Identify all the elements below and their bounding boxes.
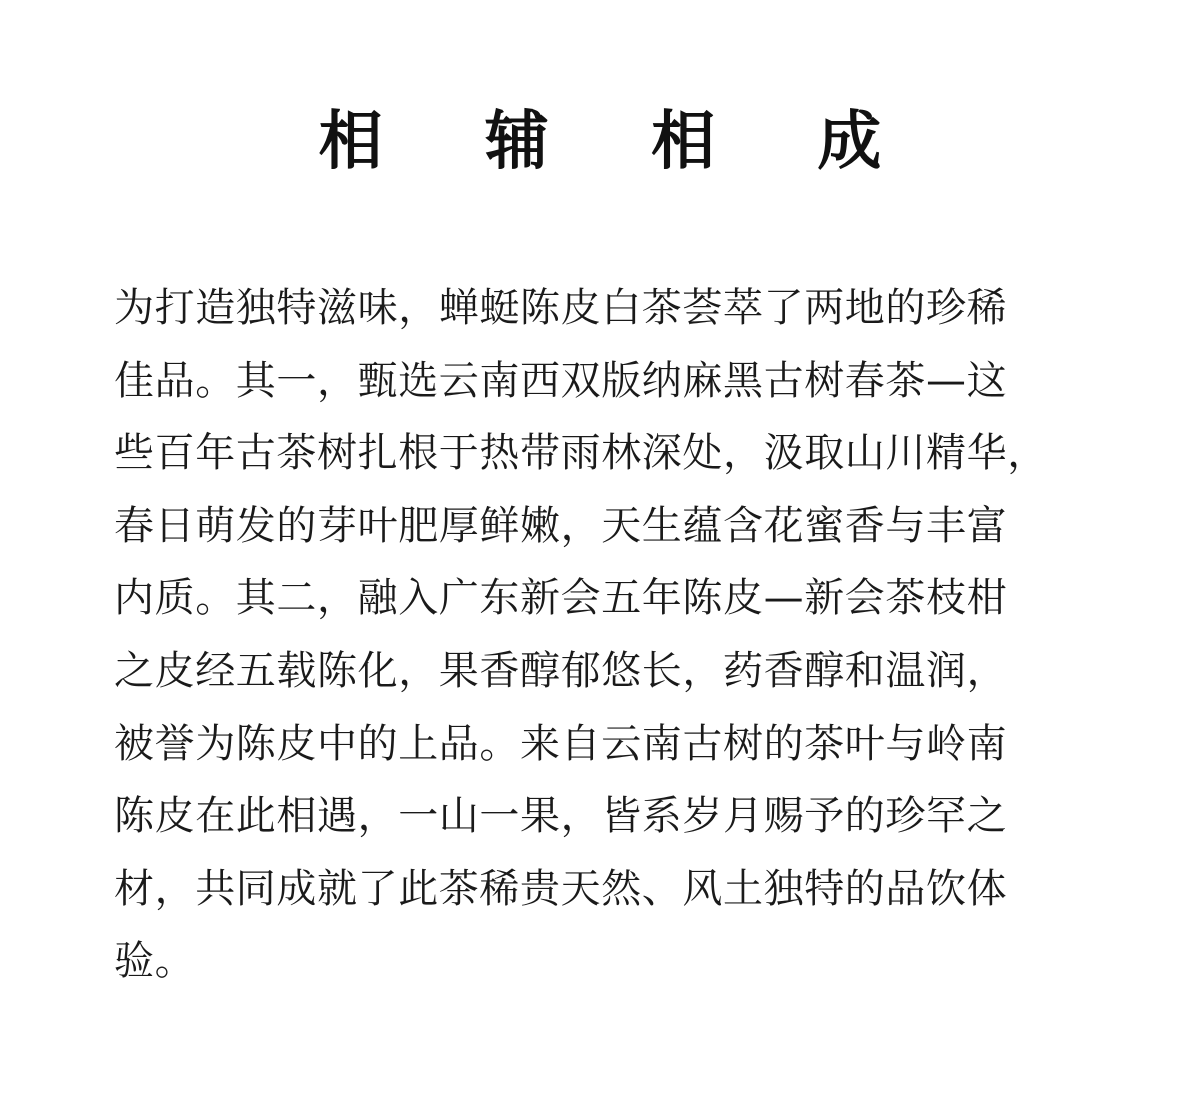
paragraph-line: 内质。其二，融入广东新会五年陈皮—新会茶枝柑 <box>114 575 1008 622</box>
body-paragraph <box>114 272 1098 998</box>
paragraph-line: 春日萌发的芽叶肥厚鲜嫩，天生蕴含花蜜香与丰富 <box>114 502 1008 549</box>
paragraph-line: 材，共同成就了此茶稀贵天然、风土独特的品饮体 <box>114 865 1008 912</box>
paragraph-line: 陈皮在此相遇，一山一果，皆系岁月赐予的珍罕之 <box>114 793 1008 840</box>
paragraph-line: 被誉为陈皮中的上品。来自云南古树的茶叶与岭南 <box>114 720 1008 767</box>
paragraph-line: 验。 <box>114 938 196 985</box>
paragraph-line: 佳品。其一，甄选云南西双版纳麻黑古树春茶—这 <box>114 357 1008 404</box>
paragraph-line: 些百年古茶树扎根于热带雨林深处，汲取山川精华， <box>114 430 1048 477</box>
paragraph-line: 为打造独特滋味，蝉蜓陈皮白茶荟萃了两地的珍稀 <box>114 285 1008 331</box>
page-title: 相 辅 相 成 <box>318 104 922 179</box>
paragraph-line: 之皮经五载陈化，果香醇郁悠长，药香醇和温润， <box>114 647 1008 694</box>
